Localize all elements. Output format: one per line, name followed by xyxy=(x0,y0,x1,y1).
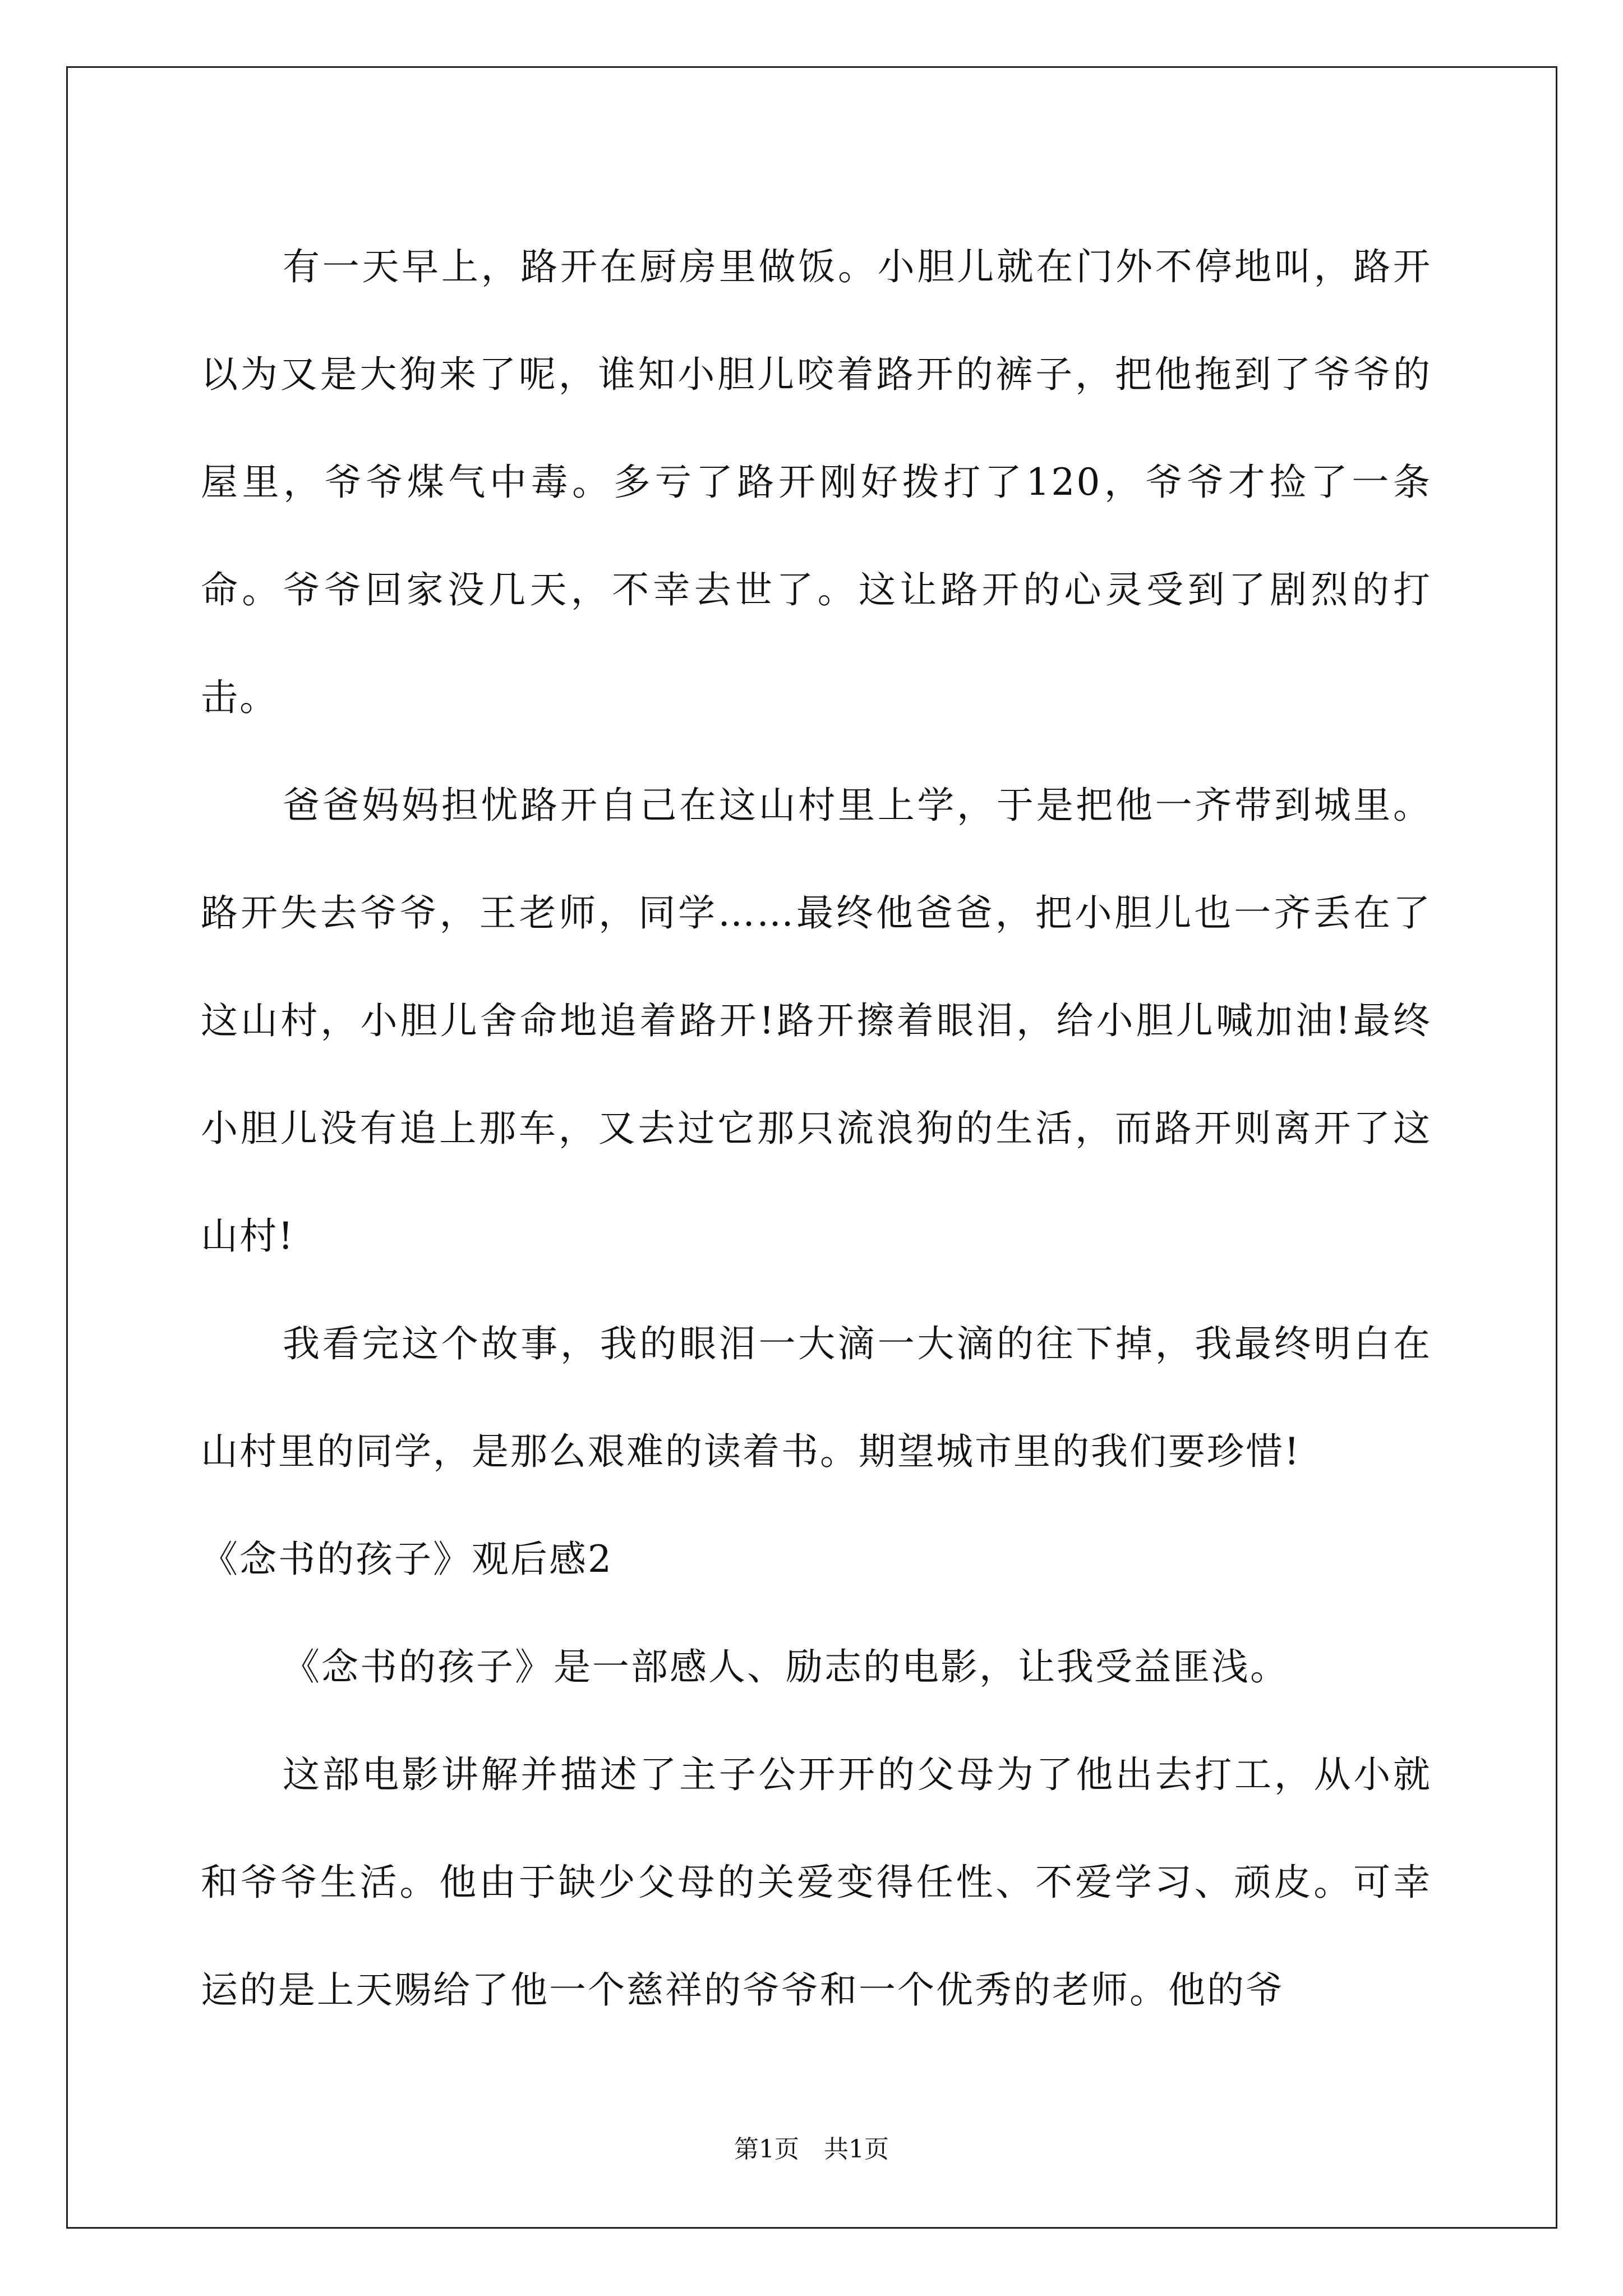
page-total: 共1页 xyxy=(824,2135,889,2164)
paragraph-2: 爸爸妈妈担忧路开自己在这山村里上学，于是把他一齐带到城里。路开失去爷爷，王老师，同学……最终他爸爸，把小胆儿也一齐丢在了这山村，小胆儿舍命地追着路开!路开擦着眼泪，给小胆儿喊加油!最终小胆儿没有追上那车，又去过它那只流浪狗的生活，而路开则离开了这山村! xyxy=(201,784,1432,1258)
paragraph-1: 有一天早上，路开在厨房里做饭。小胆儿就在门外不停地叫，路开以为又是大狗来了呢，谁知小胆儿咬着路开的裤子，把他拖到了爷爷的屋里，爷爷煤气中毒。多亏了路开刚好拨打了120，爷爷才捡了一条命。爷爷回家没几天，不幸去世了。这让路开的心灵受到了剧烈的打击。 xyxy=(201,245,1432,719)
paragraph-5: 这部电影讲解并描述了主子公开开的父母为了他出去打工，从小就和爷爷生活。他由于缺少父母的关爱变得任性、不爱学习、顽皮。可幸运的是上天赐给了他一个慈祥的爷爷和一个优秀的老师。他的爷 xyxy=(201,1753,1432,2012)
document-body xyxy=(201,213,1432,2044)
section-heading: 《念书的孩子》观后感2 xyxy=(201,1538,613,1581)
page-footer xyxy=(0,2129,1623,2165)
paragraph-3: 我看完这个故事，我的眼泪一大滴一大滴的往下掉，我最终明白在山村里的同学，是那么艰难的读着书。期望城市里的我们要珍惜! xyxy=(201,1322,1432,1473)
page-number: 第1页 xyxy=(734,2135,799,2164)
paragraph-4: 《念书的孩子》是一部感人、励志的电影，让我受益匪浅。 xyxy=(283,1645,1289,1688)
